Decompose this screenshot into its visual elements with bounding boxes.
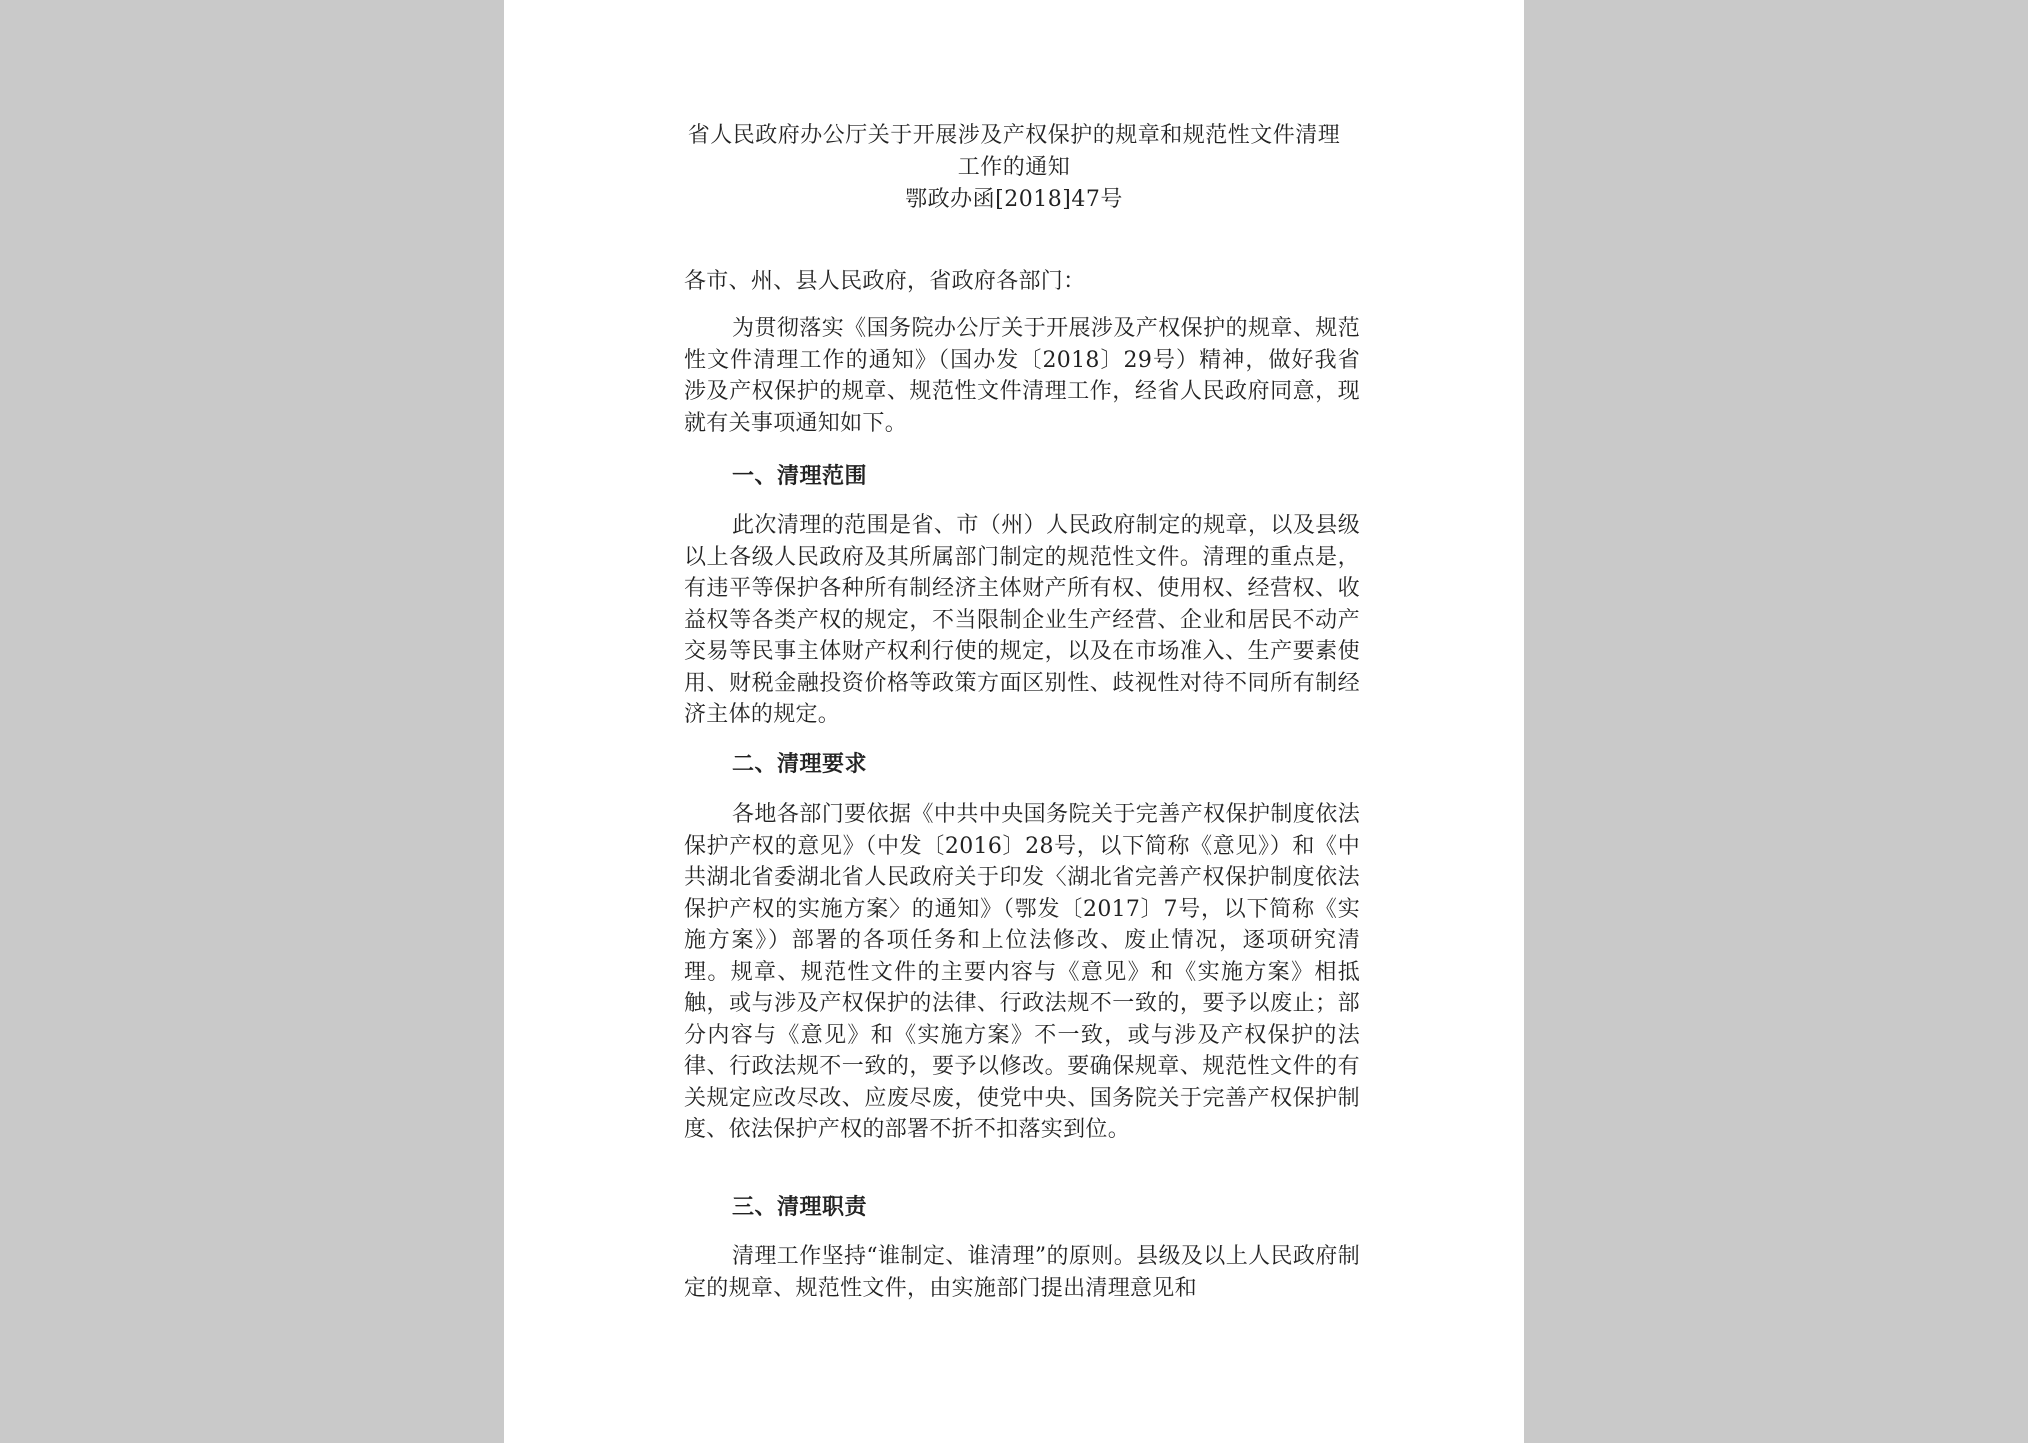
section3-heading: 三、清理职责	[732, 1194, 868, 1220]
salutation: 各市、州、县人民政府，省政府各部门：	[684, 269, 1086, 294]
section2-paragraph: 各地各部门要依据《中共中央国务院关于完善产权保护制度依法保护产权的意见》（中发〔2016〕28号，以下简称《意见》）和《中共湖北省委湖北省人民政府关于印发〈湖北省完善产权保护制度依法保护产权的实施方案〉的通知》（鄂发〔2017〕7号，以下简称《实施方案》）部署的各项任务和上位法修改、废止情况，逐项研究清理。规章、规范性文件的主要内容与《意见》和《实施方案》相抵触，或与涉及产权保护的法律、行政法规不一致的，要予以废止；部分内容与《意见》和《实施方案》不一致，或与涉及产权保护的法律、行政法规不一致的，要予以修改。要确保规章、规范性文件的有关规定应改尽改、应废尽废，使党中央、国务院关于完善产权保护制度、依法保护产权的部署不折不扣落实到位。	[684, 802, 1360, 1142]
section1-heading: 一、清理范围	[732, 463, 868, 489]
section3-paragraph: 清理工作坚持“谁制定、谁清理”的原则。县级及以上人民政府制定的规章、规范性文件，由实施部门提出清理意见和	[684, 1244, 1360, 1301]
section1-paragraph: 此次清理的范围是省、市（州）人民政府制定的规章，以及县级以上各级人民政府及其所属部门制定的规范性文件。清理的重点是，有违平等保护各种所有制经济主体财产所有权、使用权、经营权、收益权等各类产权的规定，不当限制企业生产经营、企业和居民不动产交易等民事主体财产权利行使的规定，以及在市场准入、生产要素使用、财税金融投资价格等政策方面区别性、歧视性对待不同所有制经济主体的规定。	[684, 513, 1360, 727]
document-title-line2: 工作的通知	[957, 155, 1071, 180]
section2-heading: 二、清理要求	[732, 751, 868, 777]
document-number: 鄂政办函[2018]47号	[905, 187, 1123, 212]
intro-paragraph: 为贯彻落实《国务院办公厅关于开展涉及产权保护的规章、规范性文件清理工作的通知》（国办发〔2018〕29号）精神，做好我省涉及产权保护的规章、规范性文件清理工作，经省人民政府同意，现就有关事项通知如下。	[684, 316, 1360, 436]
document-page	[504, 0, 1524, 1443]
document-title-line1: 省人民政府办公厅关于开展涉及产权保护的规章和规范性文件清理	[687, 123, 1341, 148]
document-title-block	[504, 120, 1524, 216]
